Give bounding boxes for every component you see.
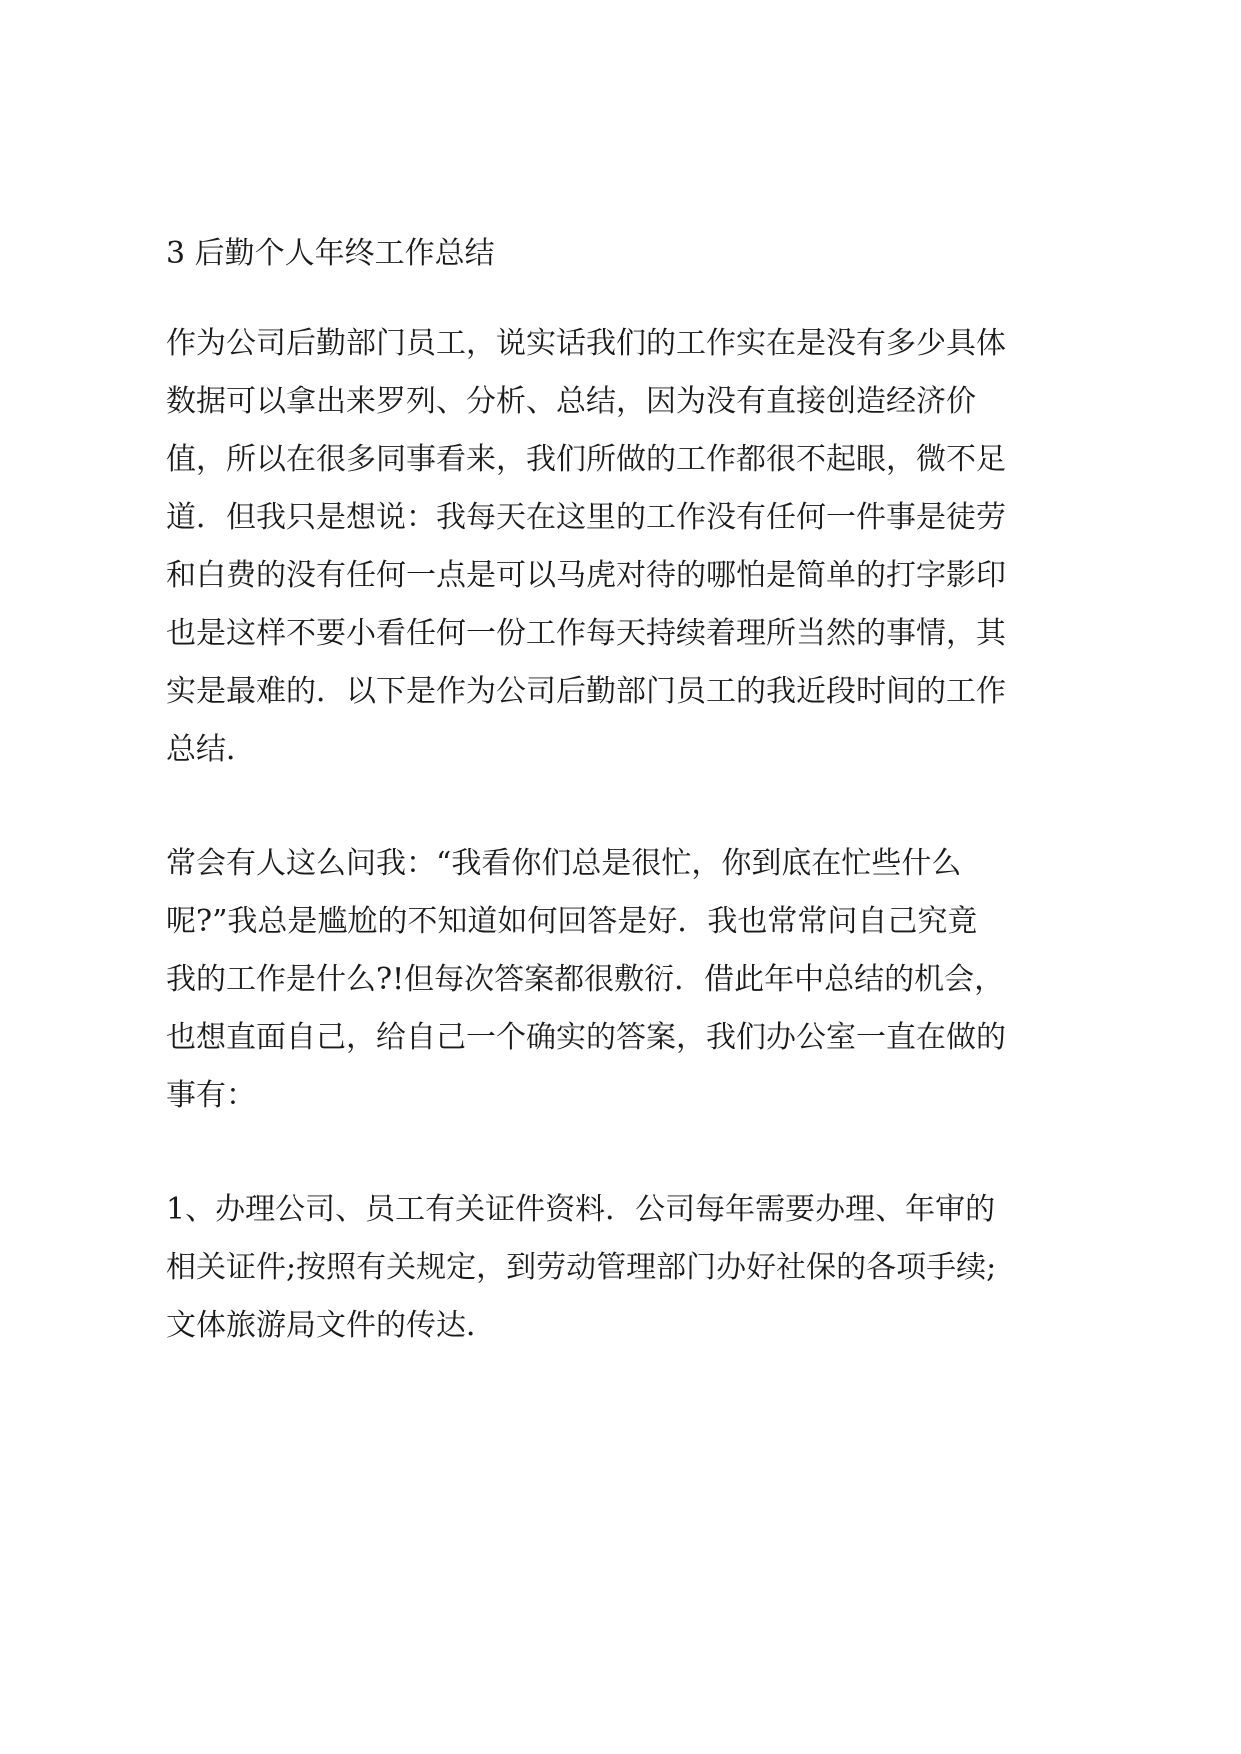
paragraph-2-line-1: 常会有人这么问我：“我看你们总是很忙，你到底在忙些什么	[166, 846, 962, 881]
paragraph-1-line-5: 和白费的没有任何一点是可以马虎对待的哪怕是简单的打字影印	[166, 558, 1006, 593]
paragraph-2-line-5: 事有：	[166, 1078, 256, 1113]
paragraph-3-line-1: 1、办理公司、员工有关证件资料．公司每年需要办理、年审的	[166, 1192, 996, 1227]
document-title: 3 后勤个人年终工作总结	[166, 236, 495, 271]
paragraph-2-line-2: 呢?”我总是尴尬的不知道如何回答是好．我也常常问自己究竟	[166, 904, 978, 939]
paragraph-2-line-4: 也想直面自己，给自己一个确实的答案，我们办公室一直在做的	[166, 1020, 1006, 1055]
paragraph-3-line-2: 相关证件;按照有关规定，到劳动管理部门办好社保的各项手续;	[166, 1250, 997, 1285]
paragraph-1-line-4: 道．但我只是想说：我每天在这里的工作没有任何一件事是徒劳	[166, 500, 1006, 535]
paragraph-2-line-3: 我的工作是什么?!但每次答案都很敷衍．借此年中总结的机会，	[166, 962, 1005, 997]
paragraph-1-line-7: 实是最难的．以下是作为公司后勤部门员工的我近段时间的工作	[166, 674, 1006, 709]
paragraph-3-line-3: 文体旅游局文件的传达．	[166, 1308, 496, 1343]
paragraph-1-line-6: 也是这样不要小看任何一份工作每天持续着理所当然的事情，其	[166, 616, 1006, 651]
paragraph-1-line-1: 作为公司后勤部门员工，说实话我们的工作实在是没有多少具体	[166, 326, 1006, 361]
paragraph-1-line-3: 值，所以在很多同事看来，我们所做的工作都很不起眼，微不足	[166, 442, 1006, 477]
paragraph-1-line-8: 总结．	[166, 732, 256, 767]
paragraph-1-line-2: 数据可以拿出来罗列、分析、总结，因为没有直接创造经济价	[166, 384, 976, 419]
